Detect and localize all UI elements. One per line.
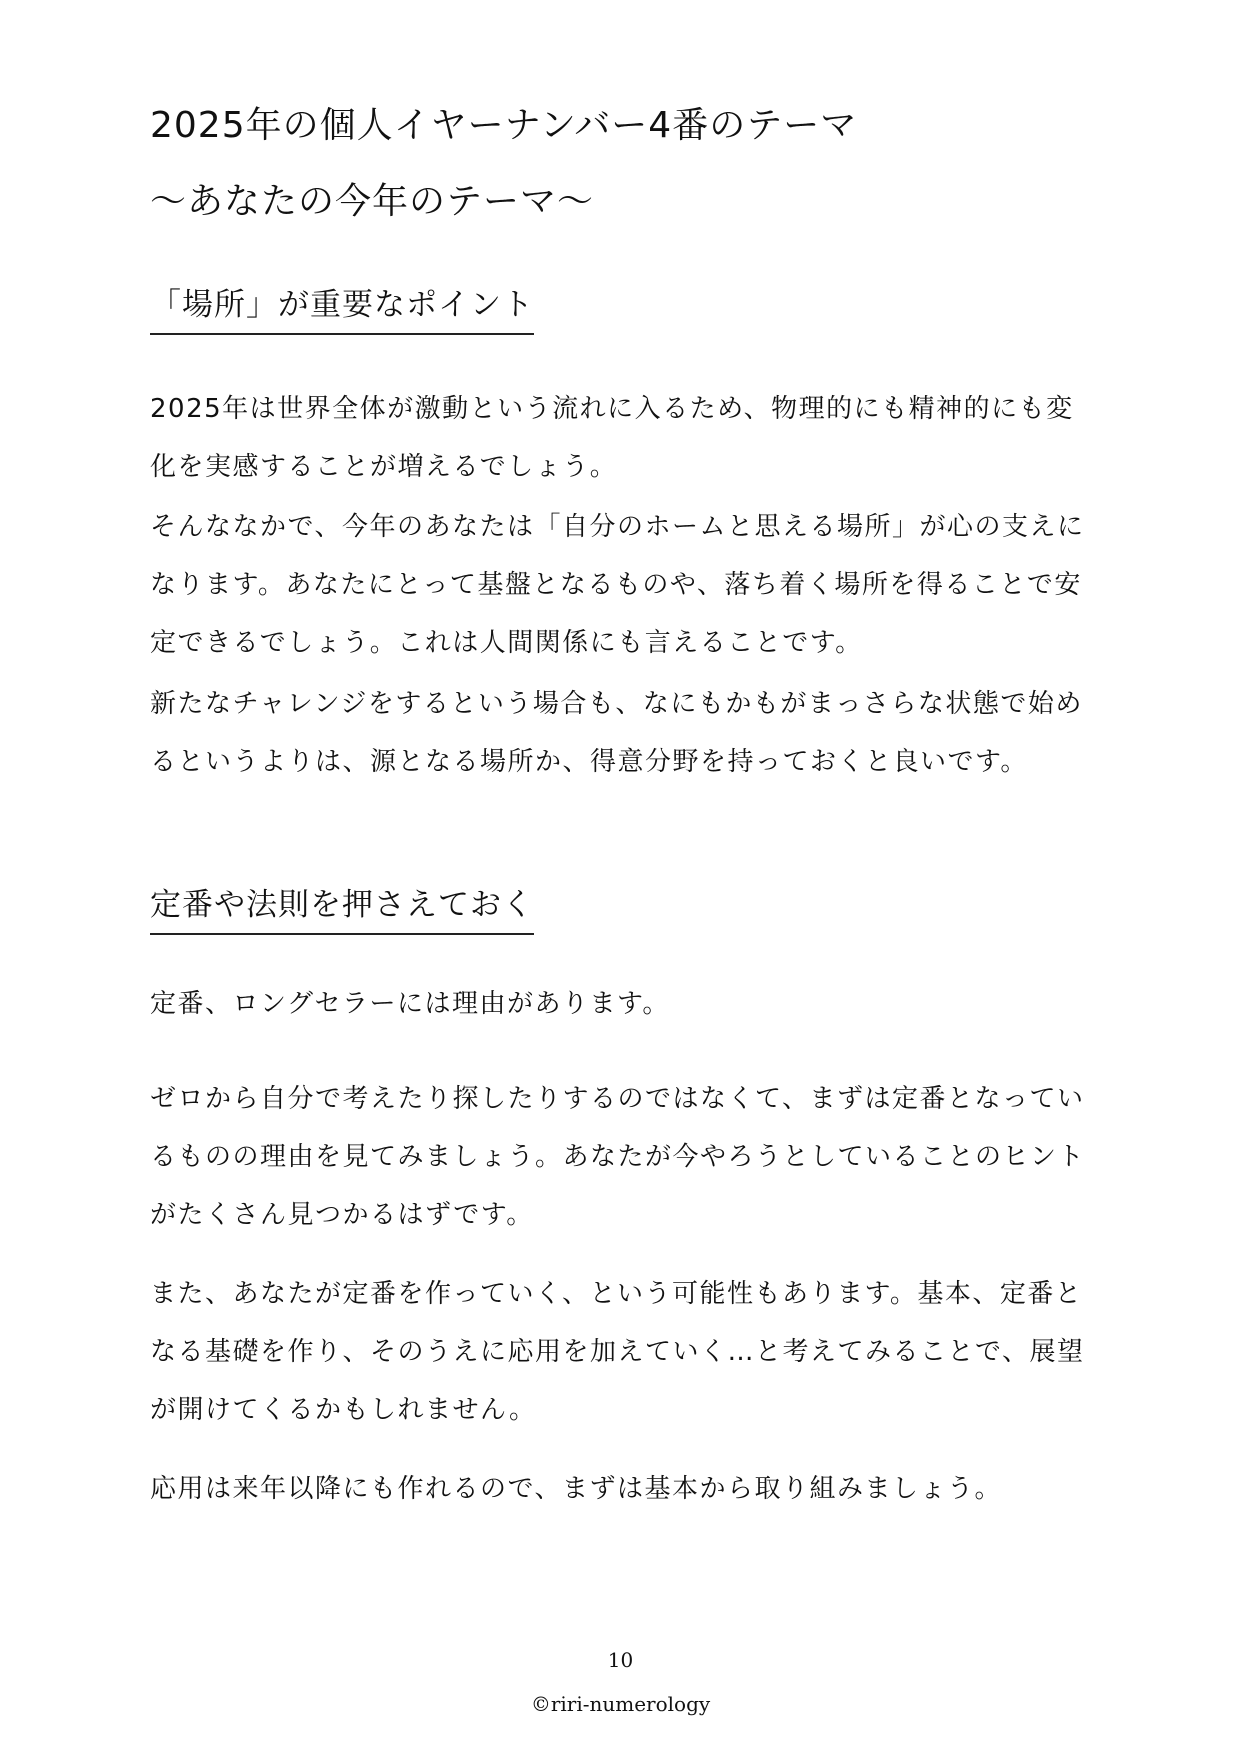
paragraph: また、あなたが定番を作っていく、という可能性もあります。基本、定番となる基礎を作り、そのうえに応用を加えていく…と考えてみることで、展望が開けてくるかもしれません。 — [150, 1279, 1085, 1425]
page-number: 10 — [607, 1648, 634, 1672]
paragraph: 2025年は世界全体が激動という流れに入るため、物理的にも精神的にも変化を実感することが増えるでしょう。 — [150, 394, 1074, 482]
paragraph: 定番、ロングセラーには理由があります。 — [150, 989, 670, 1019]
copyright-notice: ©riri-numerology — [530, 1692, 711, 1716]
page-title: 2025年の個人イヤーナンバー4番のテーマ — [150, 105, 858, 146]
section-heading-standards: 定番や法則を押さえておく — [150, 890, 534, 935]
paragraph: そんななかで、今年のあなたは「自分のホームと思える場所」が心の支えになります。あなたにとって基盤となるものや、落ち着く場所を得ることで安定できるでしょう。これは人間関係にも言えることです。 — [150, 512, 1085, 658]
page-subtitle: ～あなたの今年のテーマ～ — [150, 181, 595, 222]
section-heading-place: 「場所」が重要なポイント — [150, 290, 534, 335]
paragraph: ゼロから自分で考えたり探したりするのではなくて、まずは定番となっているものの理由を見てみましょう。あなたが今やろうとしていることのヒントがたくさん見つかるはずです。 — [150, 1084, 1086, 1230]
paragraph: 応用は来年以降にも作れるので、まずは基本から取り組みましょう。 — [150, 1474, 1002, 1504]
paragraph: 新たなチャレンジをするという場合も、なにもかもがまっさらな状態で始めるというよりは、源となる場所か、得意分野を持っておくと良いです。 — [150, 689, 1083, 777]
